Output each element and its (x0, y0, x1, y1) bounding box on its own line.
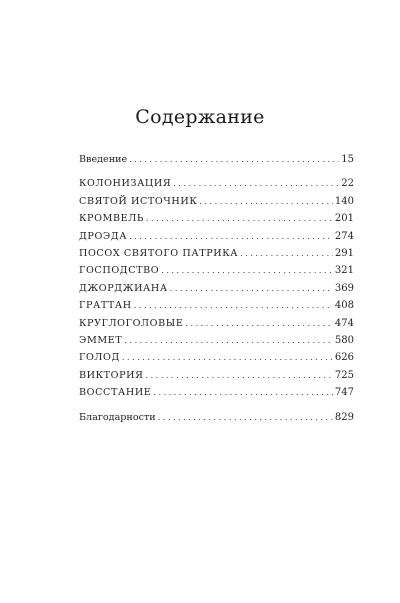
dot-leader (158, 409, 333, 426)
toc-entry-label: ГРАТТАН (79, 300, 132, 312)
toc-entry-label: ГОСПОДСТВО (79, 265, 160, 277)
toc-entry (79, 280, 354, 297)
toc-entry-page: 829 (334, 412, 354, 424)
toc-entry-page: 725 (334, 369, 354, 381)
toc-entry (79, 332, 354, 349)
dot-leader (199, 193, 333, 210)
dot-leader (129, 151, 339, 168)
dot-leader (146, 210, 333, 227)
toc-entry (79, 315, 354, 332)
dot-leader (145, 367, 332, 384)
toc-entry-page: 321 (334, 265, 354, 277)
page-title: Содержание (135, 106, 265, 128)
dot-leader (240, 245, 333, 262)
toc-entry (79, 175, 354, 192)
toc-entry (79, 349, 354, 366)
toc-entry-label: ЭММЕТ (79, 334, 123, 346)
toc-entry (79, 228, 354, 245)
dot-leader (122, 349, 333, 366)
toc-entry-acknowledgements (79, 409, 354, 426)
dot-leader (185, 315, 332, 332)
toc-entry (79, 193, 354, 210)
toc-entry-page: 747 (334, 387, 354, 399)
toc-entry (79, 367, 354, 384)
toc-entry-page: 140 (334, 195, 354, 207)
toc-entry-label: КРОМВЕЛЬ (79, 213, 144, 225)
toc-entry-label: ПОСОХ СВЯТОГО ПАТРИКА (79, 247, 239, 259)
dot-leader (134, 297, 333, 314)
toc-entry-page: 201 (334, 213, 354, 225)
toc-entry-page: 274 (334, 230, 354, 242)
toc-entry-label: Введение (79, 154, 128, 165)
dot-leader (153, 384, 333, 401)
dot-leader (124, 332, 333, 349)
toc-entry-label: ВОССТАНИЕ (79, 387, 152, 399)
toc-entry-label: СВЯТОЙ ИСТОЧНИК (79, 195, 198, 207)
toc-entry-page: 291 (334, 247, 354, 259)
toc-entry-label: ВИКТОРИЯ (79, 369, 144, 381)
toc-entry (79, 245, 354, 262)
toc-entry-page: 580 (334, 334, 354, 346)
toc-entry-page: 15 (341, 154, 354, 165)
toc-entry-label: ГОЛОД (79, 352, 120, 364)
toc-entry-intro (79, 151, 354, 168)
toc-entry-label: Благодарности (79, 412, 156, 424)
dot-leader (170, 280, 333, 297)
toc-entry-page: 22 (341, 178, 354, 190)
toc-entry-label: ДРОЭДА (79, 230, 128, 242)
toc-entry (79, 297, 354, 314)
toc-entry-page: 474 (334, 317, 354, 329)
dot-leader (129, 228, 333, 245)
toc-entry-label: ДЖОРДЖИАНА (79, 282, 168, 294)
toc-entry-page: 408 (334, 300, 354, 312)
toc-entry-page: 626 (334, 352, 354, 364)
toc-entry-label: КОЛОНИЗАЦИЯ (79, 178, 172, 190)
dot-leader (173, 175, 339, 192)
toc-entry (79, 262, 354, 279)
toc-entry-page: 369 (334, 282, 354, 294)
toc-entry (79, 210, 354, 227)
dot-leader (161, 262, 333, 279)
table-of-contents (79, 151, 354, 427)
toc-entry-label: КРУГЛОГОЛОВЫЕ (79, 317, 184, 329)
toc-entry (79, 384, 354, 401)
